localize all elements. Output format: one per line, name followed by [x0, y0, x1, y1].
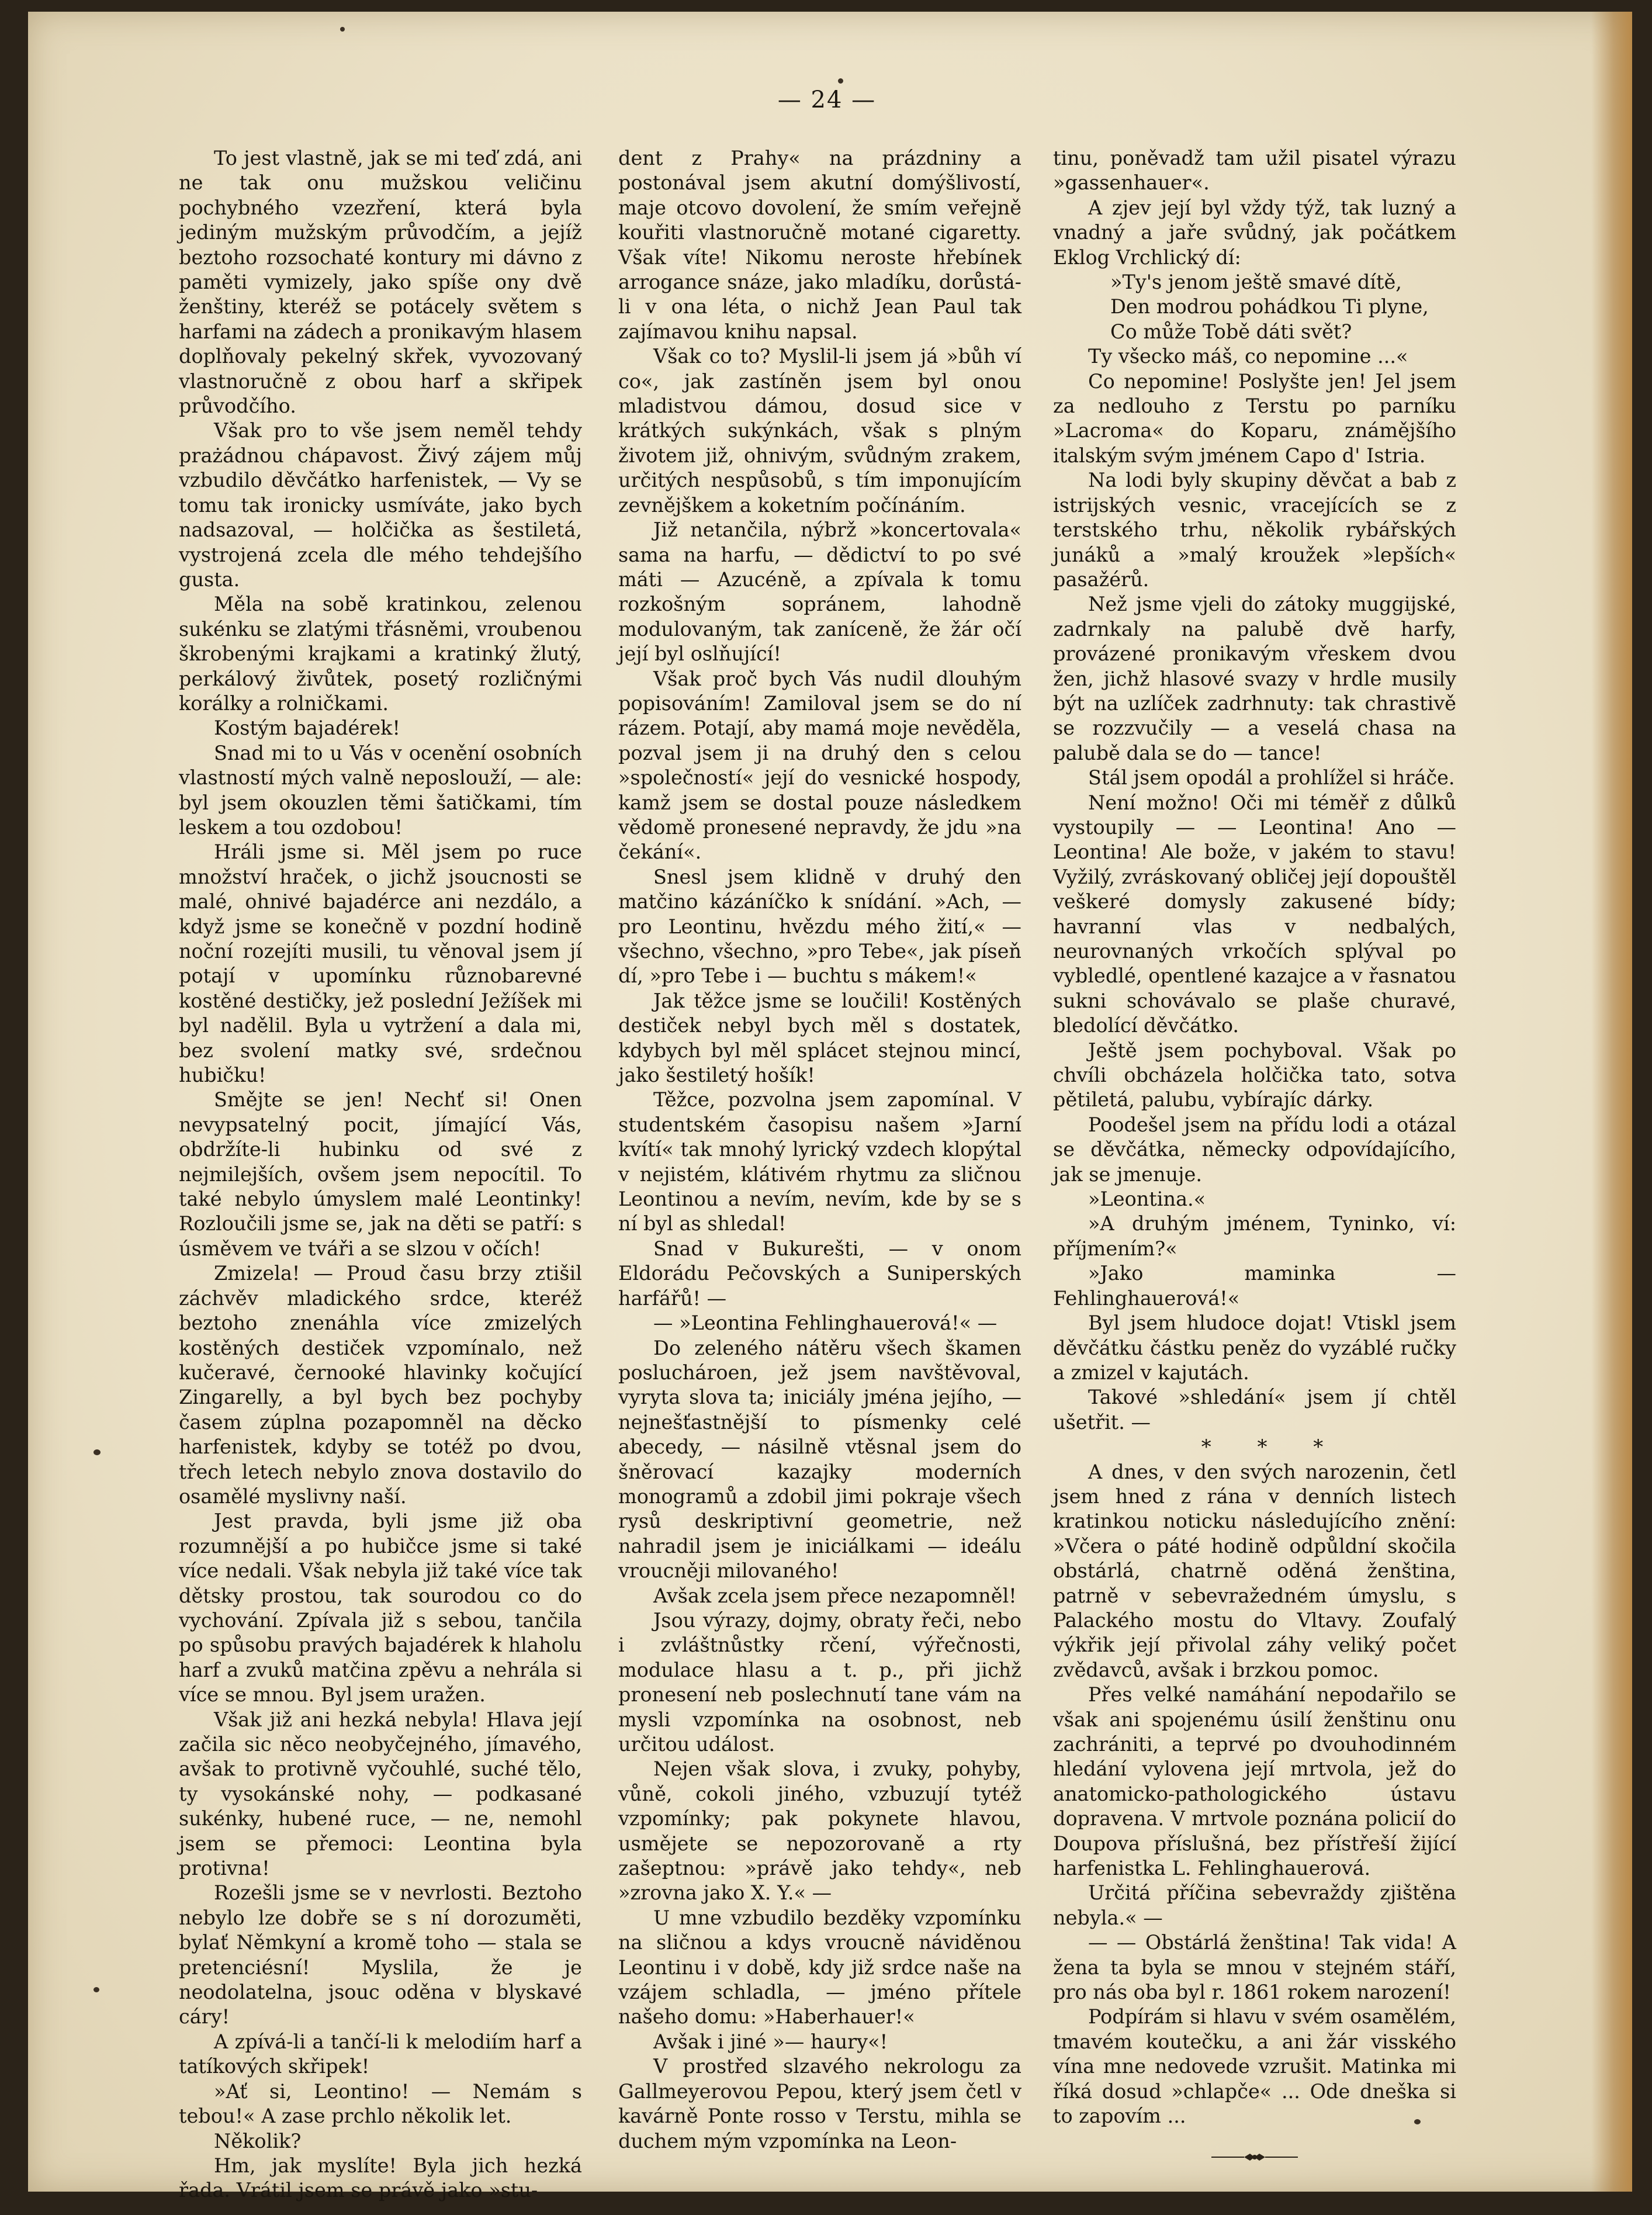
text-column-1 — [179, 146, 582, 2203]
paragraph: Takové »shledání« jsem jí chtěl ušetřit. — — [1053, 1386, 1456, 1434]
paragraph: Hráli jsme si. Měl jsem po ruce množství hraček, o jichž jsoucnosti se malé, ohnivé bajadérce ani nezdálo, a když jsme se konečně v pozdní hodině noční rozejíti musili, tu věnoval jsem jí potají v upomínku různobarevné kostěné destičky, jež poslední Ježíšek mi byl nadělil. Byla u vytržení a dala mi, bez svolení matky své, srdečnou hubičku! — [179, 840, 582, 1087]
paragraph: U mne vzbudilo bezděky vzpomínku na sličnou a kdys vroucně náviděnou Leontinu i v době, kdy již srdce naše na vzájem schladla, — jméno přítele našeho domu: »Haberhauer!« — [618, 1906, 1021, 2029]
paragraph: Však pro to vše jsem neměl tehdy prażádnou chápavost. Živý zájem můj vzbudilo děvčátko harfenistek, — Vy se tomu tak ironicky usmíváte, jako bych nadsazoval, — holčička as šestiletá, vystrojená zcela dle mého tehdejšího gusta. — [179, 419, 582, 591]
paragraph: Zmizela! — Proud času brzy ztišil záchvěv mladického srdce, kteréž beztoho znenáhla více zmizelých kostěných destiček vzpomínalo, než kučeravé, černooké hlavinky kočující Zingarelly, a byl bych bez pochyby časem zúplna pozapomněl na děcko harfenistek, kdyby se totéž po dvou, třech letech nebylo znova dostavilo do osamělé myslivny naší. — [179, 1262, 582, 1508]
paragraph: Není možno! Oči mi téměř z důlků vystoupily — — Leontina! Ano — Leontina! Ale bože, v jakém to stavu! Vyžilý, zvráskovaný obličej její dopouštěl veškeré domysly zakusené bídy; havranní vlas v nedbalých, neurovnaných vrkočích splýval po vybledlé, opentlené kazajce a v řasnatou sukni schovávalo se plaše churavé, bledolící děvčátko. — [1053, 791, 1456, 1037]
paragraph: Však proč bych Vás nudil dlouhým popisováním! Zamiloval jsem se do ní rázem. Potají, aby mamá moje nevěděla, pozval jsem ji na druhý den s celou »společností« její do vesnické hospody, kamž jsem se dostal pouze následkem vědomě pronesené nepravdy, že jdu »na čekání«. — [618, 667, 1021, 864]
paragraph: Několik? — [214, 2129, 302, 2152]
paragraph: »Jako maminka — Fehlinghauerová!« — [1053, 1262, 1456, 1310]
paragraph: Již netančila, nýbrž »koncertovala« sama na harfu, — dědictví to po své máti — Azucéně, a zpívala k tomu rozkošným sopránem, lahodně modulovaným, tak zaníceně, že žár očí její byl oslňující! — [618, 518, 1021, 666]
paragraph: A dnes, v den svých narozenin, četl jsem hned z rána v denních listech kratinkou noticku následujícího znění: »Včera o páté hodině odpůldní skočila obstárlá, chatrně oděná ženština, patrně v sebevražedném úmyslu, s Palackého mostu do Vltavy. Zoufalý výkřik její přivolal záhy veliký počet zvědavců, avšak i brzkou pomoc. — [1053, 1460, 1456, 1681]
paragraph: Jak těžce jsme se loučili! Kostěných destiček nebyl bych měl s dostatek, kdybych byl měl splácet stejnou mincí, jako šestiletý hošík! — [618, 989, 1021, 1087]
paragraph: »Ať si, Leontino! — Nemám s tebou!« A zase prchlo několik let. — [179, 2079, 582, 2128]
paragraph: Stál jsem opodál a prohlížel si hráče. — [1088, 766, 1455, 790]
paper-speck — [1414, 2119, 1421, 2124]
poem-quote — [1053, 270, 1456, 344]
text-column-3 — [1053, 146, 1456, 2169]
paragraph: Snad v Bukurešti, — v onom Eldorádu Pečovských a Suniperských harfářů! — — [618, 1237, 1021, 1310]
paragraph: Hm, jak myslíte! Byla jich hezká řada. Vrátil jsem se právě jako »stu- — [179, 2154, 582, 2202]
paper-speck — [340, 27, 345, 32]
paragraph: Těžce, pozvolna jsem zapomínal. V studentském časopisu našem »Jarní kvítí« tak mnohý lyrický vzdech klopýtal v nejistém, klátivém rhytmu za sličnou Leontinou a nevím, nevím, kde by se s ní byl as shledal! — [618, 1088, 1021, 1235]
paragraph: — — Obstárlá ženština! Tak vida! A žena ta byla se mnou v stejném stáří, pro nás oba byl r. 1861 rokem narození! — [1053, 1931, 1456, 2004]
paragraph: Do zeleného nátěru všech škamen posluchároen, jež jsem navštěvoval, vyryta slova ta; iniciály jména jejího, — nejnešťastnější to písmenky celé abecedy, — násilně vtěsnal jsem do šněrovací kazajky moderních monogramů a zdobil jimi pokraje všech rysů deskriptivní geometrie, než nahradil jsem je iniciálkami — ideálu vroucněji milovaného! — [618, 1336, 1021, 1583]
paragraph: Na lodi byly skupiny děvčat a bab z istrijských vesnic, vracejících se z terstského trhu, několik rybářských junáků a »malý kroužek »lepších« pasažérů. — [1053, 469, 1456, 591]
paragraph: Snesl jsem klidně v druhý den matčino kázáníčko k snídání. »Ach, — pro Leontinu, hvězdu mého žití,« — všechno, všechno, »pro Tebe«, jak píseň dí, »pro Tebe i — buchtu s mákem!« — [618, 865, 1021, 988]
page-spine-shadow — [1591, 12, 1632, 2192]
paragraph: Nejen však slova, i zvuky, pohyby, vůně, cokoli jiného, vzbuzují tytéž vzpomínky; pak pokynete hlavou, usmějete se nepozorovaně a rty zašeptnou: »právě jako tehdy«, neb »zrovna jako X. Y.« — — [618, 1757, 1021, 1905]
paragraph: A zpívá-li a tančí-li k melodiím harf a tatíkových skřipek! — [179, 2030, 582, 2078]
end-ornament-icon — [1053, 2144, 1456, 2169]
paragraph: V prostřed slzavého nekrologu za Gallmeyerovou Pepou, který jsem četl v kavárně Ponte rosso v Terstu, mihla se duchem mým vzpomínka na Leon- — [618, 2055, 1021, 2152]
paragraph: — »Leontina Fehlinghauerová!« — — [653, 1311, 998, 1335]
paragraph: tinu, poněvadž tam užil pisatel výrazu »gassenhauer«. — [1053, 147, 1456, 195]
paragraph: Co nepomine! Poslyšte jen! Jel jsem za nedlouho z Terstu po parníku »Lacroma« do Koparu, známějšího italským svým jménem Capo d' Istria. — [1053, 369, 1456, 467]
paragraph: Ty všecko máš, co nepomine ...« — [1088, 345, 1408, 368]
paragraph: Smějte se jen! Nechť si! Onen nevypsatelný pocit, jímající Vás, obdržíte-li hubinku od své z nejmilejších, ovšem jsem nepocítil. To také nebylo úmyslem malé Leontinky! Rozloučili jsme se, jak na děti se patří: s úsměvem ve tváři a se slzou v očích! — [179, 1088, 582, 1260]
paragraph: Určitá příčina sebevraždy zjištěna nebyla.« — — [1053, 1881, 1456, 1929]
paragraph: Jest pravda, byli jsme již oba rozumnější a po hubičce jsme si také více nedali. Však nebyla již také více tak dětsky prostou, tak sourodou co do vychování. Zpívala již s sebou, tančila po spůsobu pravých bajadérek k hlaholu harf a zvuků matčina zpěvu a nehrála si více se mnou. Byl jsem uražen. — [179, 1510, 582, 1707]
paragraph: »A druhým jménem, Tyninko, ví: příjmením?« — [1053, 1212, 1456, 1260]
verse-line: Den modrou pohádkou Ti plyne, — [1110, 295, 1429, 319]
paragraph: Však co to? Myslil-li jsem já »bůh ví co«, jak zastíněn jsem byl onou mladistvou dámou, dosud sice v krátkých sukýnkách, však s plným životem již, ohnivým, svůdným zrakem, určitých nespůsobů, s tím imponujícím zevnějškem a koketním počínáním. — [618, 345, 1021, 517]
paragraph: Rozešli jsme se v nevrlosti. Beztoho nebylo lze dobře se s ní dorozuměti, bylať Němkyní a kromě toho — stala se pretenciésní! Myslila, že je neodolatelna, jsouc oděna v blyskavé cáry! — [179, 1881, 582, 2029]
paragraph: Než jsme vjeli do zátoky muggijské, zadrnkaly na palubě dvě harfy, provázené pronikavým vřeskem dvou žen, jichž hlasové svazy v hrdle musily být na uzlíček zadrhnuty: tak chrastivě se rozzvučily — a veselá chasa na palubě dala se do — tance! — [1053, 593, 1456, 764]
paragraph: »Leontina.« — [1088, 1188, 1206, 1211]
paragraph: Snad mi to u Vás v ocenění osobních vlastností mých valně neposlouží, — ale: byl jsem okouzlen těmi šatičkami, tím leskem a tou ozdobou! — [179, 741, 582, 839]
paragraph: A zjev její byl vždy týž, tak luzný a vnadný a jaře svůdný, jak počátkem Eklog Vrchlický dí: — [1053, 196, 1456, 269]
verse-line: Co může Tobě dáti svět? — [1110, 320, 1352, 343]
paragraph: Ještě jsem pochyboval. Však po chvíli obcházela holčička tato, sotva pětiletá, palubu, vybírajíc dárky. — [1053, 1039, 1456, 1112]
paragraph: Byl jsem hludoce dojat! Vtiskl jsem děvčátku částku peněz do vyzáblé ručky a zmizel v kajutách. — [1053, 1311, 1456, 1384]
text-column-2 — [618, 146, 1021, 2154]
paragraph: Kostým bajadérek! — [214, 717, 400, 740]
paragraph: Podpírám si hlavu v svém osamělém, tmavém koutečku, a ani žár visského vína mne nedovede vzrušit. Matinka mi říká dosud »chlapče« ... Ode dneška si to zapovím ... — [1053, 2005, 1456, 2128]
paper-speck — [93, 1987, 99, 1992]
paragraph: Však již ani hezká nebyla! Hlava její začila sic něco neobyčejného, jímavého, avšak to protivně vyčouhlé, suché tělo, ty vysokánské nohy, — podkasané sukénky, hubené ruce, — ne, nemohl jsem se přemoci: Leontina byla protivna! — [179, 1708, 582, 1880]
paragraph: dent z Prahy« na prázdniny a postonával jsem akutní domýšlivostí, maje otcovo dovolení, že smím veřejně kouřiti vlastnoručně motané cigaretty. Však víte! Nikomu neroste hřebínek arrogance snáze, jako mladíku, dorůstá-li v ona léta, o nichž Jean Paul tak zajímavou knihu napsal. — [618, 147, 1021, 343]
section-separator: * * * — [1201, 1435, 1343, 1459]
verse-line: »Ty's jenom ještě smavé dítě, — [1110, 271, 1402, 294]
page-number: — 24 — — [777, 86, 877, 113]
paper-speck — [838, 78, 843, 84]
paragraph: Měla na sobě kratinkou, zelenou sukénku se zlatými třásněmi, vroubenou škrobenými krajkami a kratinký žlutý, perkálový živůtek, posetý rozličnými korálky a rolničkami. — [179, 593, 582, 715]
paragraph: To jest vlastně, jak se mi teď zdá, ani ne tak onu mužskou veličinu pochybného vzezření, která byla jediným mužským průvodčím, a jejíž beztoho rozsochaté kontury mi dávno z paměti vymizely, jako spíše ony dvě ženštiny, kteréž se potácely světem s harfami na zádech a pronikavým hlasem doplňovaly pekelný skřek, vyvozovaný vlastnoručně z obou harf a skřipek průvodčího. — [179, 147, 582, 418]
paragraph: Avšak zcela jsem přece nezapomněl! — [653, 1584, 1017, 1607]
paper-speck — [93, 1449, 101, 1455]
paragraph: Přes velké namáhání nepodařilo se však ani spojenému úsilí ženštinu onu zachrániti, a teprvé po dvouhodinném hledání vylovena její mrtvola, jež do anatomicko-pathologického ústavu dopravena. V mrtvole poznána policií do Doupova příslušná, bez přístřeší žijící harfenistka L. Fehlinghauerová. — [1053, 1683, 1456, 1880]
paragraph: Avšak i jiné »— haury«! — [653, 2030, 888, 2053]
paragraph: Poodešel jsem na přídu lodi a otázal se děvčátka, německy odpovídajícího, jak se jmenuje. — [1053, 1113, 1456, 1186]
paragraph: Jsou výrazy, dojmy, obraty řeči, nebo i zvláštnůstky rčení, výřečnosti, modulace hlasu a t. p., při jichž pronesení neb poslechnutí tane vám na mysli vzpomínka na osobnost, neb určitou událost. — [618, 1608, 1021, 1756]
